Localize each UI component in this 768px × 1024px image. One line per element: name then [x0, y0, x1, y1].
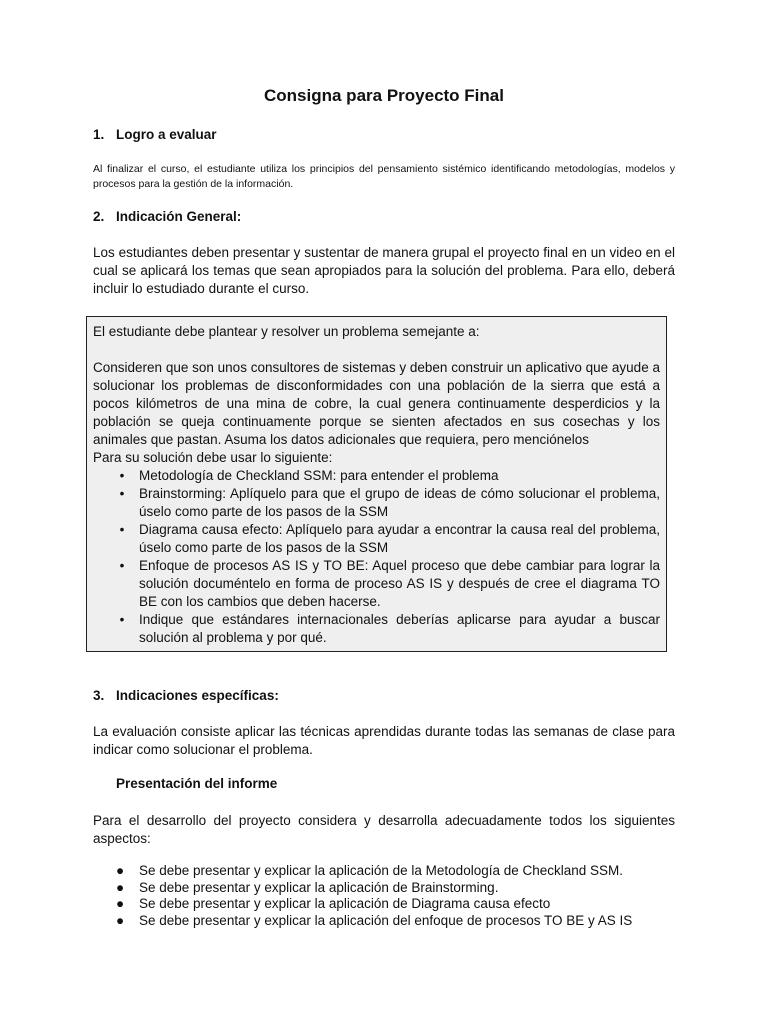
list-item: [93, 557, 660, 611]
bullet-icon: ●: [116, 879, 125, 895]
problem-scenario: Consideren que son unos consultores de sistemas y deben construir un aplicativo que ayude a solucionar los problemas de disconformidades con una población de la sierra que está a pocos kilómetros de una mina de cobre, la cual genera continuamente desperdicios y la población se queja continuamente porque se sienten afectados en sus cosechas y los animales que pastan. Asuma los datos adicionales que requiera, pero menciónelos: [93, 360, 660, 447]
section-3-text: La evaluación consiste aplicar las técnicas aprendidas durante todas las semanas de clase para indicar como solucionar el problema.: [93, 724, 675, 757]
problem-requirements-list: [93, 467, 660, 647]
list-item: [116, 896, 676, 913]
bullet-icon: •: [119, 612, 125, 627]
bullet-icon: ●: [116, 896, 125, 911]
problem-box: [86, 316, 667, 652]
bullet-icon: •: [119, 486, 125, 501]
problem-spacer: [93, 341, 660, 359]
list-item: [93, 521, 660, 557]
list-item-text: Metodología de Checkland SSM: para entender el problema: [139, 468, 499, 483]
section-2-heading: [93, 209, 241, 224]
bullet-icon: •: [119, 468, 125, 483]
section-3-title: Indicaciones específicas:: [116, 688, 279, 703]
bullet-icon: ●: [116, 863, 125, 878]
list-item-text: Se debe presentar y explicar la aplicación de Brainstorming.: [139, 879, 499, 895]
bullet-icon: •: [119, 522, 125, 537]
list-item: [116, 880, 676, 897]
section-1-title: Logro a evaluar: [116, 127, 217, 142]
problem-lead: Para su solución debe usar lo siguiente:: [93, 450, 333, 465]
list-item-text: Indique que estándares internacionales deberías aplicarse para ayudar a buscar solución al problema y por qué.: [139, 612, 660, 645]
section-1-number: 1.: [93, 127, 105, 142]
list-item: [93, 611, 660, 647]
list-item: [116, 913, 676, 930]
document-title: Consigna para Proyecto Final: [264, 86, 504, 105]
bullet-icon: •: [119, 558, 125, 573]
list-item-text: Se debe presentar y explicar la aplicación de la Metodología de Checkland SSM.: [139, 863, 624, 878]
list-item-text: Diagrama causa efecto: Aplíquelo para ayudar a encontrar la causa real del problema, úselo como parte de los pasos de la SSM: [139, 522, 660, 555]
problem-intro: El estudiante debe plantear y resolver un problema semejante a:: [93, 324, 480, 339]
section-2-number: 2.: [93, 209, 105, 224]
report-aspects-list: [116, 863, 676, 929]
section-3-heading: [93, 688, 279, 703]
bullet-icon: ●: [116, 912, 125, 928]
section-3-number: 3.: [93, 688, 105, 703]
section-1-text: Al finalizar el curso, el estudiante utiliza los principios del pensamiento sistémico identificando metodologías, modelos y procesos para la gestión de la información.: [93, 163, 675, 190]
list-item-text: Brainstorming: Aplíquelo para que el grupo de ideas de cómo solucionar el problema, úselo como parte de los pasos de la SSM: [139, 486, 660, 519]
report-subheading: Presentación del informe: [116, 776, 278, 791]
report-text: Para el desarrollo del proyecto considera y desarrolla adecuadamente todos los siguientes aspectos:: [93, 813, 675, 846]
list-item: [116, 863, 676, 880]
section-2-title: Indicación General:: [116, 209, 242, 224]
list-item: [93, 467, 660, 485]
section-1-heading: [93, 127, 217, 142]
list-item-text: Se debe presentar y explicar la aplicación del enfoque de procesos TO BE y AS IS: [139, 912, 633, 928]
list-item: [93, 485, 660, 521]
list-item-text: Se debe presentar y explicar la aplicación de Diagrama causa efecto: [139, 896, 551, 911]
section-2-text: Los estudiantes deben presentar y sustentar de manera grupal el proyecto final en un video en el cual se aplicará los temas que sean apropiados para la solución del problema. Para ello, deberá incluir lo estudiado durante el curso.: [93, 245, 675, 296]
list-item-text: Enfoque de procesos AS IS y TO BE: Aquel proceso que debe cambiar para lograr la solución documéntelo en forma de proceso AS IS y después de cree el diagrama TO BE con los cambios que deben hacerse.: [139, 558, 660, 609]
